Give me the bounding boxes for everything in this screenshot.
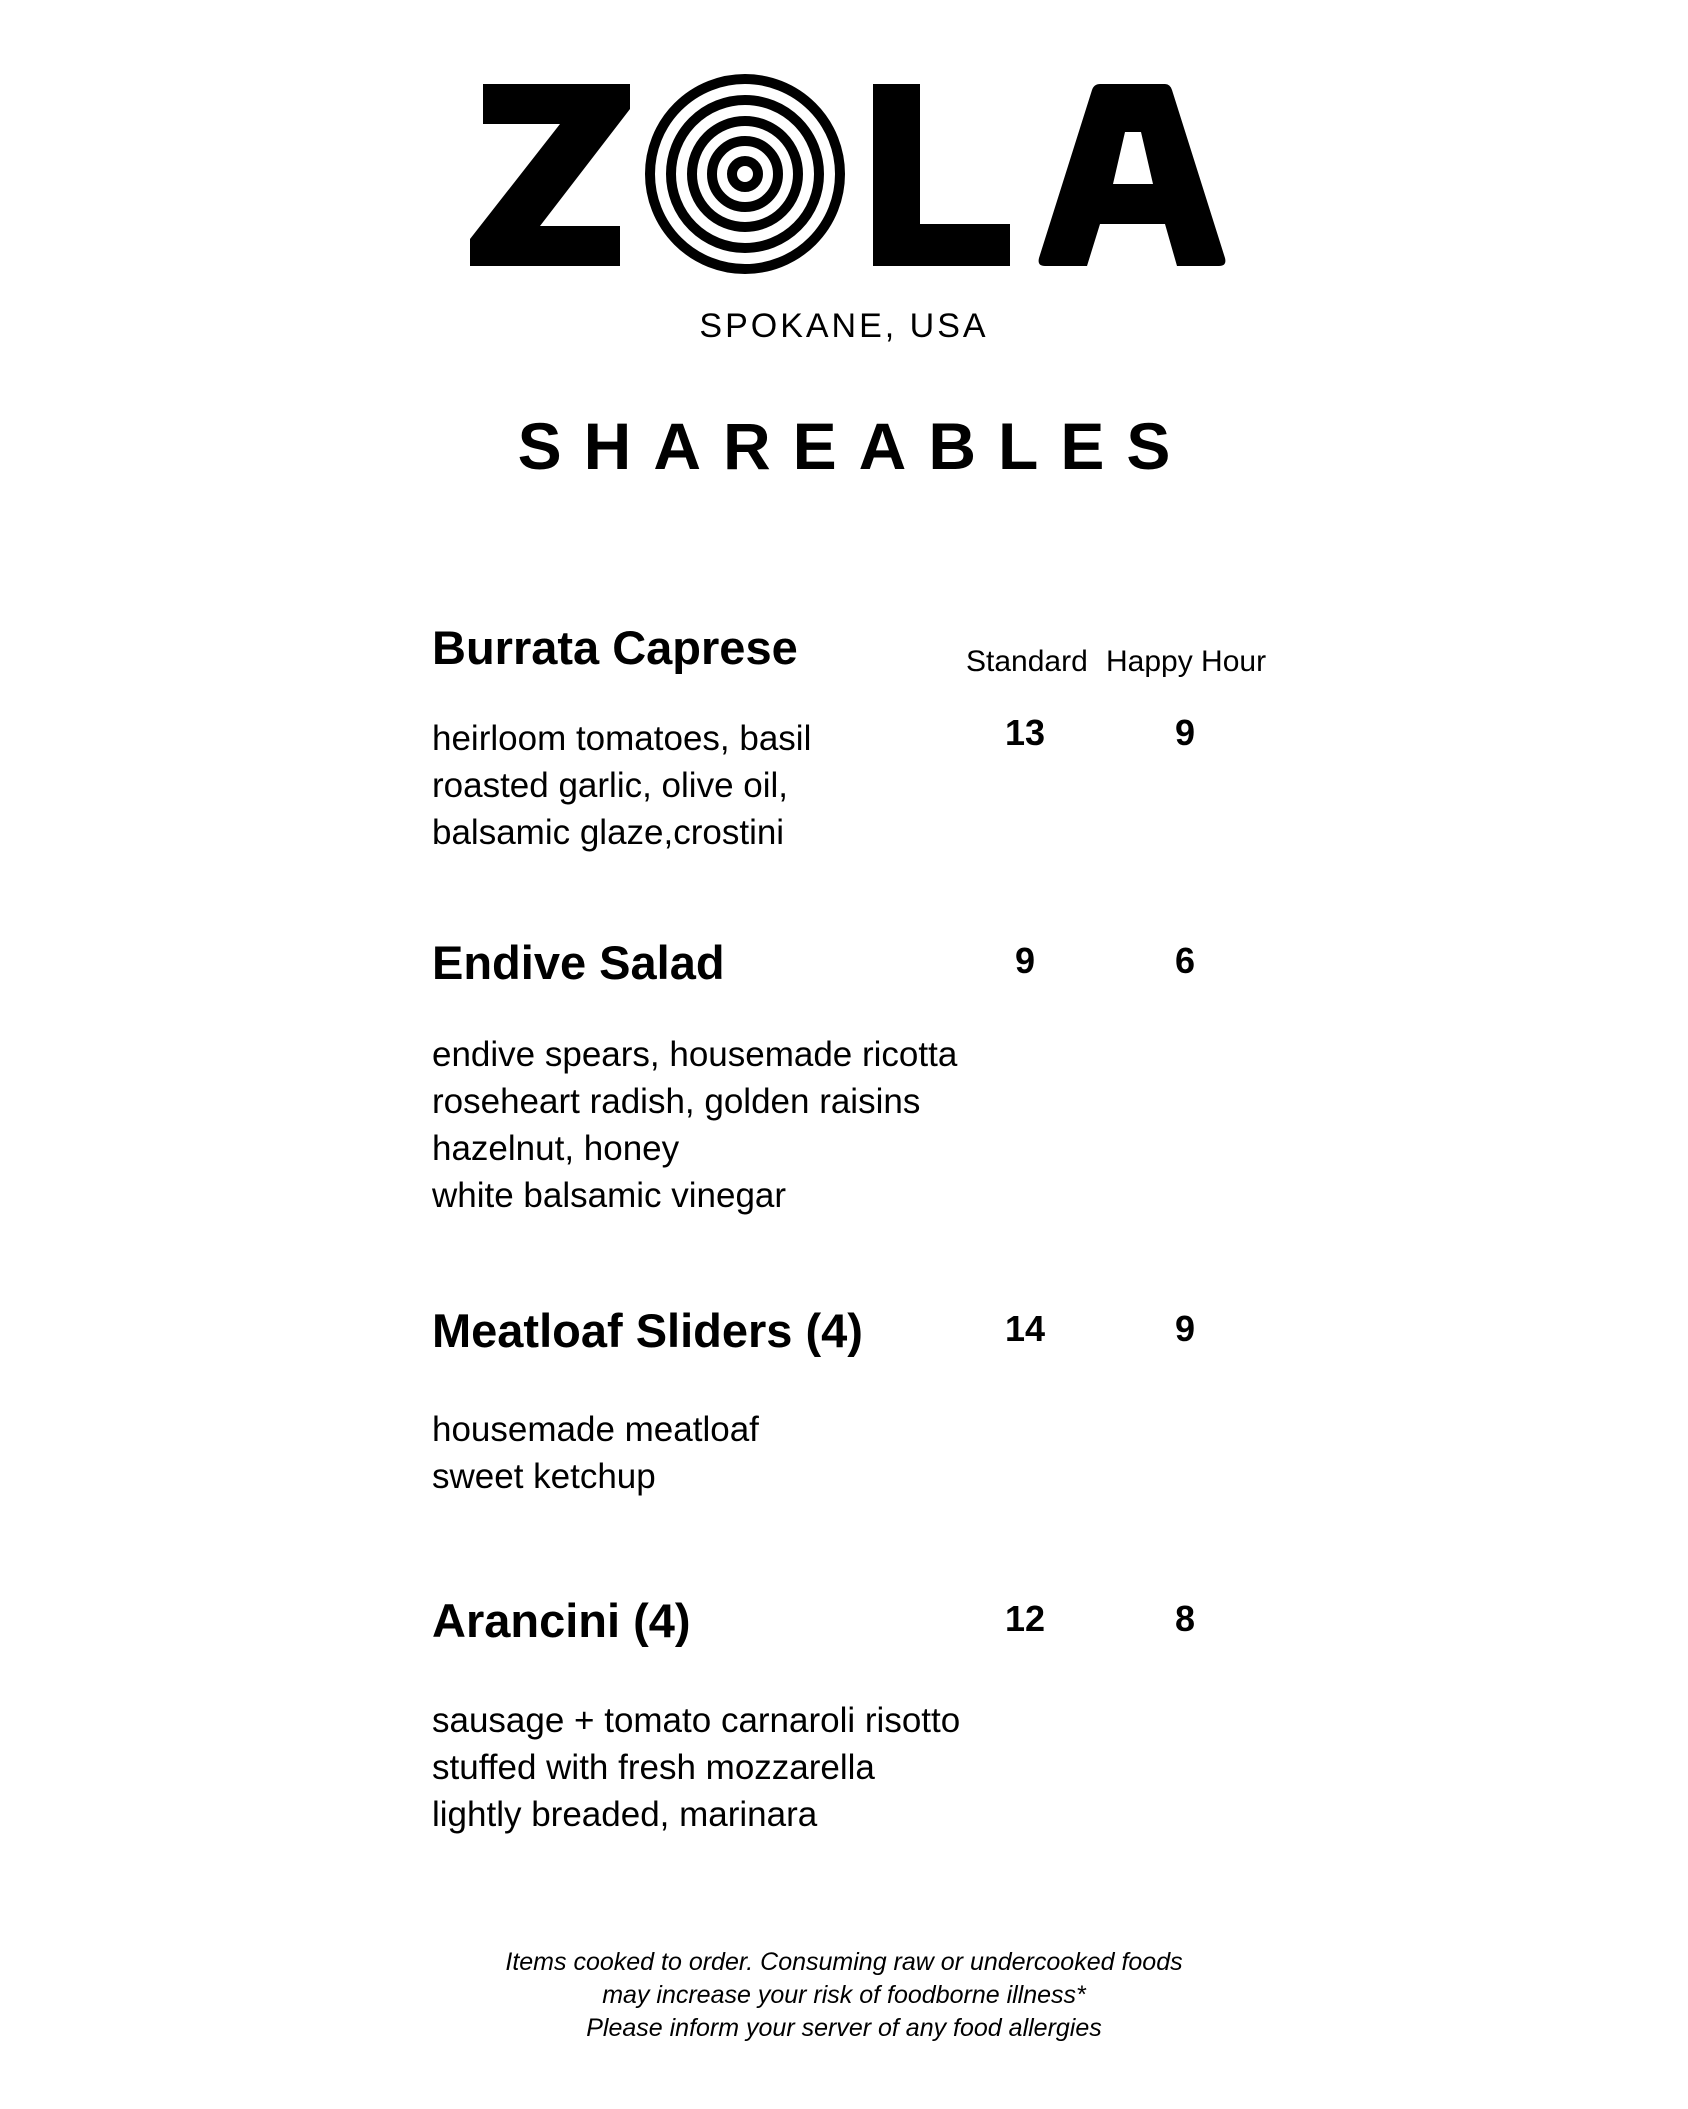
- price-standard: 9: [1014, 940, 1036, 981]
- menu-item-description: endive spears, housemade ricotta roseheart radish, golden raisins hazelnut, honey white balsamic vinegar: [432, 1035, 958, 1215]
- menu-item-name: Endive Salad: [432, 936, 725, 989]
- zola-logo: [465, 74, 1230, 274]
- logo-letter-a: [1039, 84, 1226, 266]
- footer-disclaimer: Items cooked to order. Consuming raw or undercooked foods may increase your risk of foodborne illness* Please inform your server of any food allergies: [505, 1948, 1183, 2042]
- menu-item-name: Meatloaf Sliders (4): [432, 1304, 863, 1357]
- menu-item-description: housemade meatloaf sweet ketchup: [432, 1410, 759, 1496]
- column-header-standard: Standard: [966, 645, 1088, 678]
- logo-letter-l: [873, 84, 1010, 266]
- column-header-happy-hour: Happy Hour: [1106, 645, 1267, 678]
- price-standard: 13: [1004, 712, 1046, 753]
- price-happy-hour: 9: [1174, 712, 1196, 753]
- logo-letter-o: [650, 79, 840, 269]
- price-standard: 14: [1004, 1308, 1046, 1349]
- menu-item-name: Arancini (4): [432, 1594, 691, 1647]
- section-title: SHAREABLES: [517, 409, 1193, 483]
- price-standard: 12: [1004, 1598, 1046, 1639]
- price-happy-hour: 6: [1174, 940, 1196, 981]
- price-happy-hour: 8: [1174, 1598, 1196, 1639]
- logo-letter-z: [470, 84, 630, 266]
- price-happy-hour: 9: [1174, 1308, 1196, 1349]
- location-subtitle: SPOKANE, USA: [699, 307, 989, 345]
- menu-item-description: sausage + tomato carnaroli risotto stuffed with fresh mozzarella lightly breaded, marinara: [432, 1701, 961, 1834]
- menu-item-description: heirloom tomatoes, basil roasted garlic, olive oil, balsamic glaze,crostini: [432, 719, 812, 852]
- menu-item-name: Burrata Caprese: [432, 621, 798, 674]
